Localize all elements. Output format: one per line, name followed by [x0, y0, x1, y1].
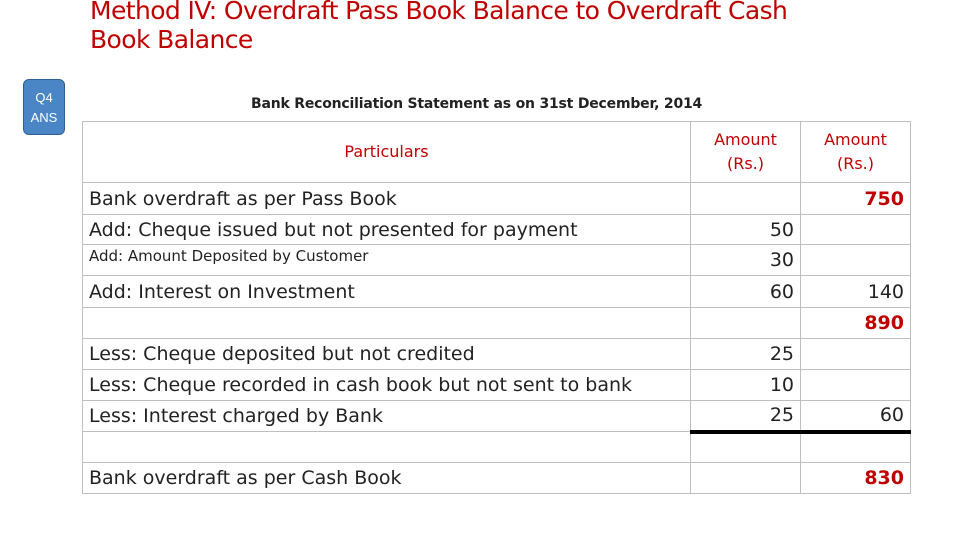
amount-total-cell: 60: [801, 401, 911, 432]
amount-cell: 30: [691, 245, 801, 276]
reconciliation-table: [82, 121, 911, 494]
amount-cell: [691, 463, 801, 494]
slide-title: Method IV: Overdraft Pass Book Balance to Overdraft Cash Book Balance: [90, 0, 788, 54]
table-row: [83, 183, 911, 215]
particular-cell: Add: Interest on Investment: [83, 276, 691, 308]
amount-total-cell: [801, 370, 911, 401]
particular-cell: Less: Cheque recorded in cash book but not sent to bank: [83, 370, 691, 401]
amount-cell: [691, 308, 801, 339]
amount-cell: 10: [691, 370, 801, 401]
table-header-row: [83, 122, 911, 183]
amount-final-cell: 830: [801, 463, 911, 494]
question-badge: [23, 79, 65, 135]
amount-total-cell: 750: [801, 183, 911, 215]
table-row: [83, 339, 911, 370]
amount-header-1: Amount (Rs.): [691, 122, 801, 183]
amount-total-cell: 140: [801, 276, 911, 308]
table-row: [83, 245, 911, 276]
amount-cell: 50: [691, 215, 801, 245]
badge-question: Q4: [35, 90, 53, 105]
amount-cell: [691, 432, 801, 463]
amount-subtotal-cell: 890: [801, 308, 911, 339]
particular-cell: [83, 308, 691, 339]
table-row: [83, 401, 911, 432]
particular-cell: Bank overdraft as per Cash Book: [83, 463, 691, 494]
particular-cell: Bank overdraft as per Pass Book: [83, 183, 691, 215]
table-row: [83, 308, 911, 339]
badge-answer: ANS: [30, 110, 58, 125]
amount-cell: 25: [691, 401, 801, 432]
amount-total-cell: [801, 432, 911, 463]
amount-total-cell: [801, 215, 911, 245]
table-row: [83, 276, 911, 308]
amount-header-2: Amount (Rs.): [801, 122, 911, 183]
statement-title: Bank Reconciliation Statement as on 31st December, 2014: [251, 96, 703, 112]
particular-cell: Add: Amount Deposited by Customer: [83, 245, 691, 276]
amount-cell: 60: [691, 276, 801, 308]
amount-cell: 25: [691, 339, 801, 370]
particular-cell: Less: Cheque deposited but not credited: [83, 339, 691, 370]
particular-cell: Add: Cheque issued but not presented for payment: [83, 215, 691, 245]
particulars-header: Particulars: [83, 122, 691, 183]
table-row: [83, 432, 911, 463]
table-row: [83, 463, 911, 494]
amount-cell: [691, 183, 801, 215]
amount-total-cell: [801, 339, 911, 370]
particular-cell: [83, 432, 691, 463]
particular-cell: Less: Interest charged by Bank: [83, 401, 691, 432]
table-row: [83, 370, 911, 401]
amount-total-cell: [801, 245, 911, 276]
table-row: [83, 215, 911, 245]
